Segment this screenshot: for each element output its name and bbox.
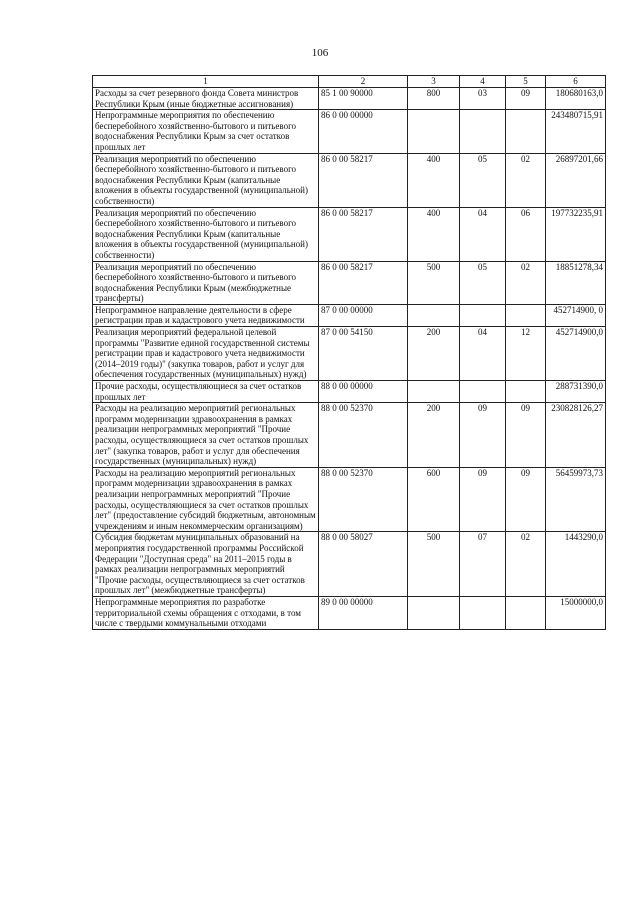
- row-code: 89 0 00 00000: [319, 596, 408, 629]
- row-sum: 180680163,0: [546, 88, 606, 110]
- row-col3: 800: [408, 88, 460, 110]
- header-col-3: 3: [408, 76, 460, 88]
- header-col-5: 5: [506, 76, 546, 88]
- row-name: Расходы за счет резервного фонда Совета министров Республики Крым (иные бюджетные ассигнования): [93, 88, 319, 110]
- row-code: 88 0 00 52370: [319, 403, 408, 468]
- row-code: 88 0 00 52370: [319, 467, 408, 532]
- table-row: [93, 596, 606, 629]
- row-col5: 09: [506, 403, 546, 468]
- row-col3: [408, 596, 460, 629]
- row-col3: 400: [408, 207, 460, 261]
- row-col5: 06: [506, 207, 546, 261]
- row-sum: 197732235,91: [546, 207, 606, 261]
- row-code: 86 0 00 00000: [319, 110, 408, 153]
- table-row: [93, 153, 606, 207]
- row-sum: 243480715,91: [546, 110, 606, 153]
- row-col3: [408, 304, 460, 326]
- row-col5: [506, 381, 546, 403]
- table-row: [93, 304, 606, 326]
- table-row: [93, 110, 606, 153]
- row-sum: 452714900,0: [546, 327, 606, 381]
- row-name: Реализация мероприятий по обеспечению бесперебойного хозяйственно-бытового и питьевого водоснабжения Республики Крым (капитальные вложения в объекты государственной (муниципальной) собственности): [93, 207, 319, 261]
- table-row: [93, 207, 606, 261]
- row-name: Субсидия бюджетам муниципальных образований на мероприятия государственной программы Российской Федерации "Доступная среда" на 2011–2015 годы в рамках реализации непрограммных мероприятий "Прочие расходы, осуществляющиеся за счет остатков прошлых лет" (межбюджетные трансферты): [93, 532, 319, 597]
- row-sum: 18851278,34: [546, 261, 606, 304]
- row-sum: 15000000,0: [546, 596, 606, 629]
- row-col4: 04: [460, 207, 506, 261]
- row-col4: [460, 596, 506, 629]
- row-col4: 05: [460, 153, 506, 207]
- row-col3: 200: [408, 403, 460, 468]
- row-sum: 230828126,27: [546, 403, 606, 468]
- table-row: [93, 381, 606, 403]
- row-name: Расходы на реализацию мероприятий региональных программ модернизации здравоохранения в рамках реализации непрограммных мероприятий "Прочие расходы, осуществляющиеся за счет остатков прошлых лет" (закупка товаров, работ и услуг для обеспечения государственных (муниципальных) нужд): [93, 403, 319, 468]
- row-col5: 02: [506, 261, 546, 304]
- row-sum: 288731390,0: [546, 381, 606, 403]
- row-col4: 04: [460, 327, 506, 381]
- row-col5: [506, 110, 546, 153]
- row-sum: 452714900, 0: [546, 304, 606, 326]
- row-sum: 26897201,66: [546, 153, 606, 207]
- row-col3: [408, 381, 460, 403]
- row-sum: 56459973,73: [546, 467, 606, 532]
- row-col4: [460, 381, 506, 403]
- row-name: Реализация мероприятий федеральной целевой программы "Развитие единой государственной системы регистрации прав и кадастрового учета недвижимости (2014–2019 годы)" (закупка товаров, работ и услуг для обеспечения государственных (муниципальных) нужд): [93, 327, 319, 381]
- row-col3: [408, 110, 460, 153]
- row-col5: 02: [506, 153, 546, 207]
- row-code: 86 0 00 58217: [319, 153, 408, 207]
- table-header-row: [93, 76, 606, 88]
- table-row: [93, 467, 606, 532]
- row-code: 87 0 00 54150: [319, 327, 408, 381]
- row-col5: [506, 596, 546, 629]
- table-row: [93, 327, 606, 381]
- row-col4: 07: [460, 532, 506, 597]
- row-col3: 500: [408, 261, 460, 304]
- table-row: [93, 403, 606, 468]
- row-col4: [460, 110, 506, 153]
- row-name: Расходы на реализацию мероприятий региональных программ модернизации здравоохранения в рамках реализации непрограммных мероприятий "Прочие расходы, осуществляющиеся за счет остатков прошлых лет" (предоставление субсидий бюджетным, автономным учреждениям и иным некоммерческим организациям): [93, 467, 319, 532]
- row-col5: 02: [506, 532, 546, 597]
- row-col3: 600: [408, 467, 460, 532]
- row-code: 87 0 00 00000: [319, 304, 408, 326]
- table-row: [93, 532, 606, 597]
- page-number: 106: [311, 47, 329, 59]
- budget-table: [92, 75, 606, 630]
- row-code: 85 1 00 90000: [319, 88, 408, 110]
- row-name: Непрограммные мероприятия по разработке территориальной схемы обращения с отходами, в том числе с твердыми коммунальными отходами: [93, 596, 319, 629]
- row-sum: 1443290,0: [546, 532, 606, 597]
- table-row: [93, 261, 606, 304]
- row-name: Реализация мероприятий по обеспечению бесперебойного хозяйственно-бытового и питьевого водоснабжения Республики Крым (капитальные вложения в объекты государственной (муниципальной) собственности): [93, 153, 319, 207]
- row-name: Прочие расходы, осуществляющиеся за счет остатков прошлых лет: [93, 381, 319, 403]
- row-name: Непрограммное направление деятельности в сфере регистрации прав и кадастрового учета недвижимости: [93, 304, 319, 326]
- row-col3: 500: [408, 532, 460, 597]
- header-col-4: 4: [460, 76, 506, 88]
- row-col5: 09: [506, 467, 546, 532]
- row-col4: 03: [460, 88, 506, 110]
- row-col5: 09: [506, 88, 546, 110]
- row-code: 88 0 00 00000: [319, 381, 408, 403]
- row-col4: [460, 304, 506, 326]
- row-col5: [506, 304, 546, 326]
- header-col-6: 6: [546, 76, 606, 88]
- row-col4: 09: [460, 467, 506, 532]
- row-name: Непрограммные мероприятия по обеспечению бесперебойного хозяйственно-бытового и питьевого водоснабжения Республики Крым за счет остатков прошлых лет: [93, 110, 319, 153]
- row-code: 86 0 00 58217: [319, 207, 408, 261]
- row-col4: 09: [460, 403, 506, 468]
- row-col3: 400: [408, 153, 460, 207]
- table-row: [93, 88, 606, 110]
- header-col-2: 2: [319, 76, 408, 88]
- header-col-1: 1: [93, 76, 319, 88]
- row-col5: 12: [506, 327, 546, 381]
- row-col4: 05: [460, 261, 506, 304]
- row-code: 86 0 00 58217: [319, 261, 408, 304]
- row-code: 88 0 00 58027: [319, 532, 408, 597]
- row-col3: 200: [408, 327, 460, 381]
- row-name: Реализация мероприятий по обеспечению бесперебойного хозяйственно-бытового и питьевого водоснабжения Республики Крым (межбюджетные трансферты): [93, 261, 319, 304]
